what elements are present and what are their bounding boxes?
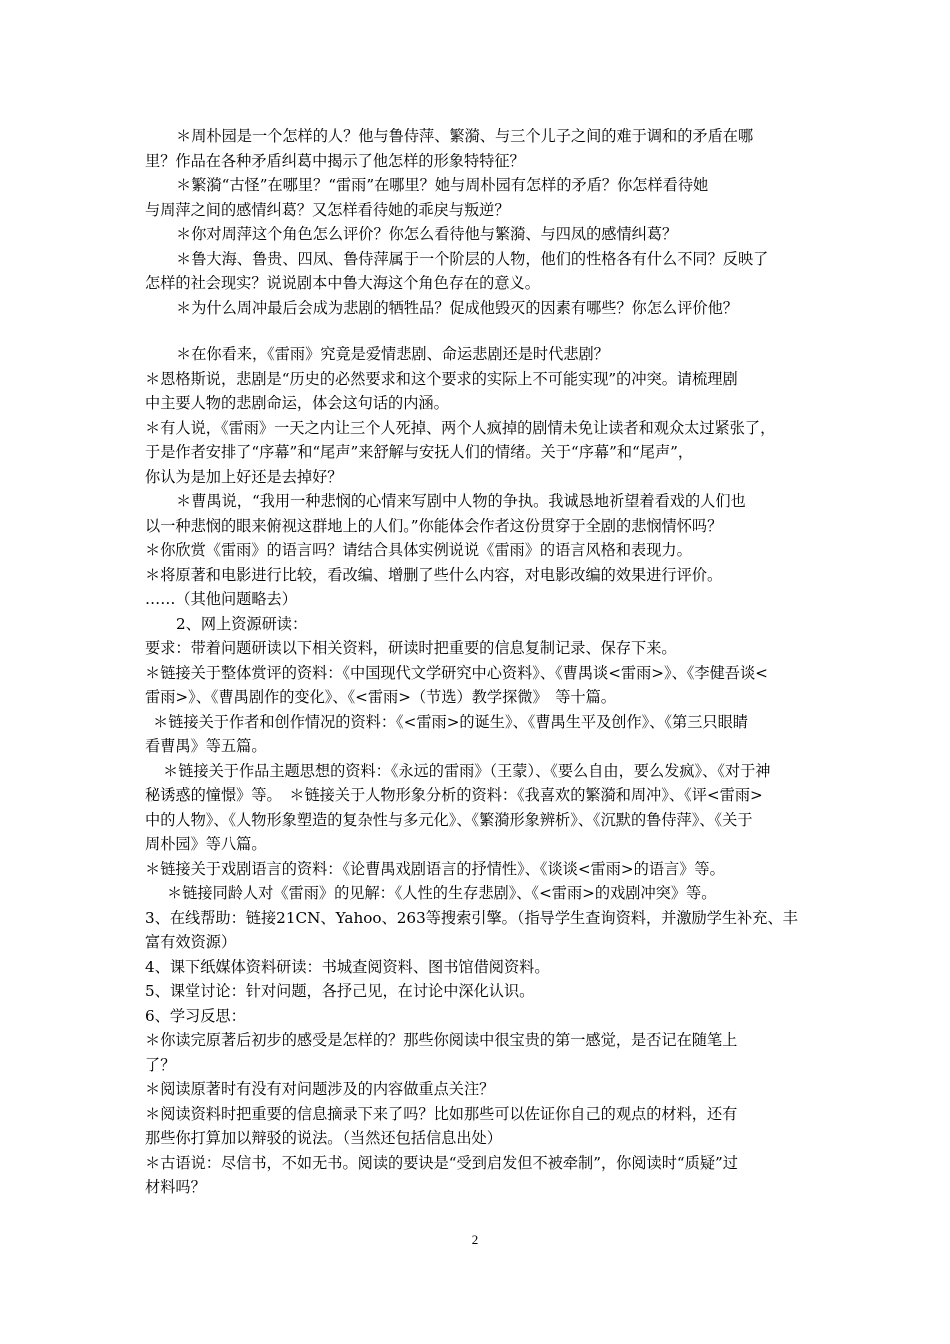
requirement-text: 要求：带着问题研读以下相关资料，研读时把重要的信息复制记录、保存下来。 bbox=[145, 639, 677, 657]
text-line: 中的人物》、《人物形象塑造的复杂性与多元化》、《繁漪形象辨析》、《沉默的鲁侍萍》、《关于 bbox=[145, 810, 753, 829]
text-line: 你认为是加上好还是去掉好？ bbox=[145, 467, 343, 486]
document-body bbox=[145, 124, 815, 1200]
text-line: 于是作者安排了“序幕”和“尾声”来舒解与安抚人们的情绪。关于“序幕”和“尾声”， bbox=[145, 443, 694, 461]
link-overall-review: ＊链接关于整体赏评的资料：《中国现代文学研究中心资料》、《曹禺谈<雷雨>》、《李健吾谈< bbox=[145, 663, 768, 682]
question-language: ＊你欣赏《雷雨》的语言吗？请结合具体实例说说《雷雨》的语言风格和表现力。 bbox=[145, 541, 692, 559]
text-line: 以一种悲悯的眼来俯视这群地上的人们。”你能体会作者这份贯穿于全剧的悲悯情怀吗？ bbox=[145, 516, 723, 535]
text-line: 看曹禺》等五篇。 bbox=[145, 737, 267, 755]
question-tragedy-type: ＊在你看来，《雷雨》究竟是爱情悲剧、命运悲剧还是时代悲剧？ bbox=[176, 345, 609, 363]
section-reflection: 6、学习反思： bbox=[145, 1006, 246, 1025]
text-line: 周朴园》等八篇。 bbox=[145, 835, 267, 853]
reflection-excerpts: ＊阅读资料时把重要的信息摘录下来了吗？比如那些可以佐证你自己的观点的材料，还有 bbox=[145, 1104, 738, 1123]
question-film-comparison: ＊将原著和电影进行比较，看改编、增删了些什么内容，对电影改编的效果进行评价。 bbox=[145, 565, 723, 584]
text-line: 里？作品在各种矛盾纠葛中揭示了他怎样的形象特特征？ bbox=[145, 151, 525, 170]
other-questions-omitted: ……（其他问题略去） bbox=[145, 590, 297, 608]
link-characters: 秘诱惑的憧憬》等。 ＊链接关于人物形象分析的资料：《我喜欢的繁漪和周冲》、《评<雷雨> bbox=[145, 786, 763, 804]
page-number: 2 bbox=[471, 1232, 479, 1247]
reflection-first-impression: ＊你读完原著后初步的感受是怎样的？那些你阅读中很宝贵的第一感觉，是否记在随笔上 bbox=[145, 1031, 738, 1049]
text-line: 与周萍之间的感情纠葛？又怎样看待她的乖戾与叛逆？ bbox=[145, 200, 510, 219]
question-zhou-puyuan: ＊周朴园是一个怎样的人？他与鲁侍萍、繁漪、与三个儿子之间的难于调和的矛盾在哪 bbox=[176, 127, 754, 145]
question-fanyi: ＊繁漪“古怪”在哪里？“雷雨”在哪里？她与周朴园有怎样的矛盾？你怎样看待她 bbox=[176, 176, 709, 194]
text-line: 雷雨>》、《曹禺剧作的变化》、《<雷雨>（节选）教学探微》 等十篇。 bbox=[145, 688, 616, 706]
text-line: 材料吗？ bbox=[145, 1178, 206, 1196]
question-engels: ＊恩格斯说，悲剧是“历史的必然要求和这个要求的实际上不可能实现”的冲突。请梳理剧 bbox=[145, 369, 738, 388]
reflection-skepticism: ＊古语说：尽信书，不如无书。阅读的要诀是“受到启发但不被牵制”，你阅读时“质疑”过 bbox=[145, 1153, 738, 1172]
question-zhou-ping: ＊你对周萍这个角色怎么评价？你怎么看待他与繁漪、与四凤的感情纠葛？ bbox=[176, 225, 678, 243]
link-author-creation: ＊链接关于作者和创作情况的资料：《<雷雨>的诞生》、《曹禺生平及创作》、《第三只眼睛 bbox=[153, 712, 748, 731]
section-paper-media: 4、课下纸媒体资料研读：书城查阅资料、图书馆借阅资料。 bbox=[145, 957, 550, 976]
section-heading-online-resources: 2、网上资源研读： bbox=[176, 614, 308, 633]
question-prologue-epilogue: ＊有人说，《雷雨》一天之内让三个人死掉、两个人疯掉的剧情未免让读者和观众太过紧张了， bbox=[145, 418, 776, 437]
reflection-focus: ＊阅读原著时有没有对问题涉及的内容做重点关注？ bbox=[145, 1080, 495, 1098]
section-class-discussion: 5、课堂讨论：针对问题，各抒己见，在讨论中深化认识。 bbox=[145, 982, 535, 1000]
text-line: 了？ bbox=[145, 1055, 176, 1074]
question-zhou-chong: ＊为什么周冲最后会成为悲剧的牺牲品？促成他毁灭的因素有哪些？你怎么评价他？ bbox=[176, 298, 738, 317]
link-theme: ＊链接关于作品主题思想的资料：《永远的雷雨》（王蒙）、《要么自由，要么发疯》、《对于神 bbox=[163, 761, 771, 780]
text-line: 富有效资源） bbox=[145, 933, 237, 951]
text-line: 那些你打算加以辩驳的说法。（当然还包括信息出处） bbox=[145, 1129, 502, 1147]
question-lu-dahai: ＊鲁大海、鲁贵、四凤、鲁侍萍属于一个阶层的人物，他们的性格各有什么不同？反映了 bbox=[176, 249, 769, 268]
text-line: 中主要人物的悲剧命运，体会这句话的内涵。 bbox=[145, 394, 449, 412]
paragraph-gap bbox=[145, 320, 815, 342]
link-drama-language: ＊链接关于戏剧语言的资料：《论曹禺戏剧语言的抒情性》、《谈谈<雷雨>的语言》等。 bbox=[145, 859, 725, 878]
link-peer-opinions: ＊链接同龄人对《雷雨》的见解：《人性的生存悲剧》、《<雷雨>的戏剧冲突》等。 bbox=[167, 884, 717, 902]
section-online-help: 3、在线帮助：链接21CN、Yahoo、263等搜索引擎。（指导学生查询资料，并激励学生补充、丰 bbox=[145, 908, 798, 927]
text-line: 怎样的社会现实？说说剧本中鲁大海这个角色存在的意义。 bbox=[145, 274, 540, 292]
question-cao-yu-quote: ＊曹禺说，“我用一种悲悯的心情来写剧中人物的争执。我诚恳地祈望着看戏的人们也 bbox=[176, 492, 746, 510]
